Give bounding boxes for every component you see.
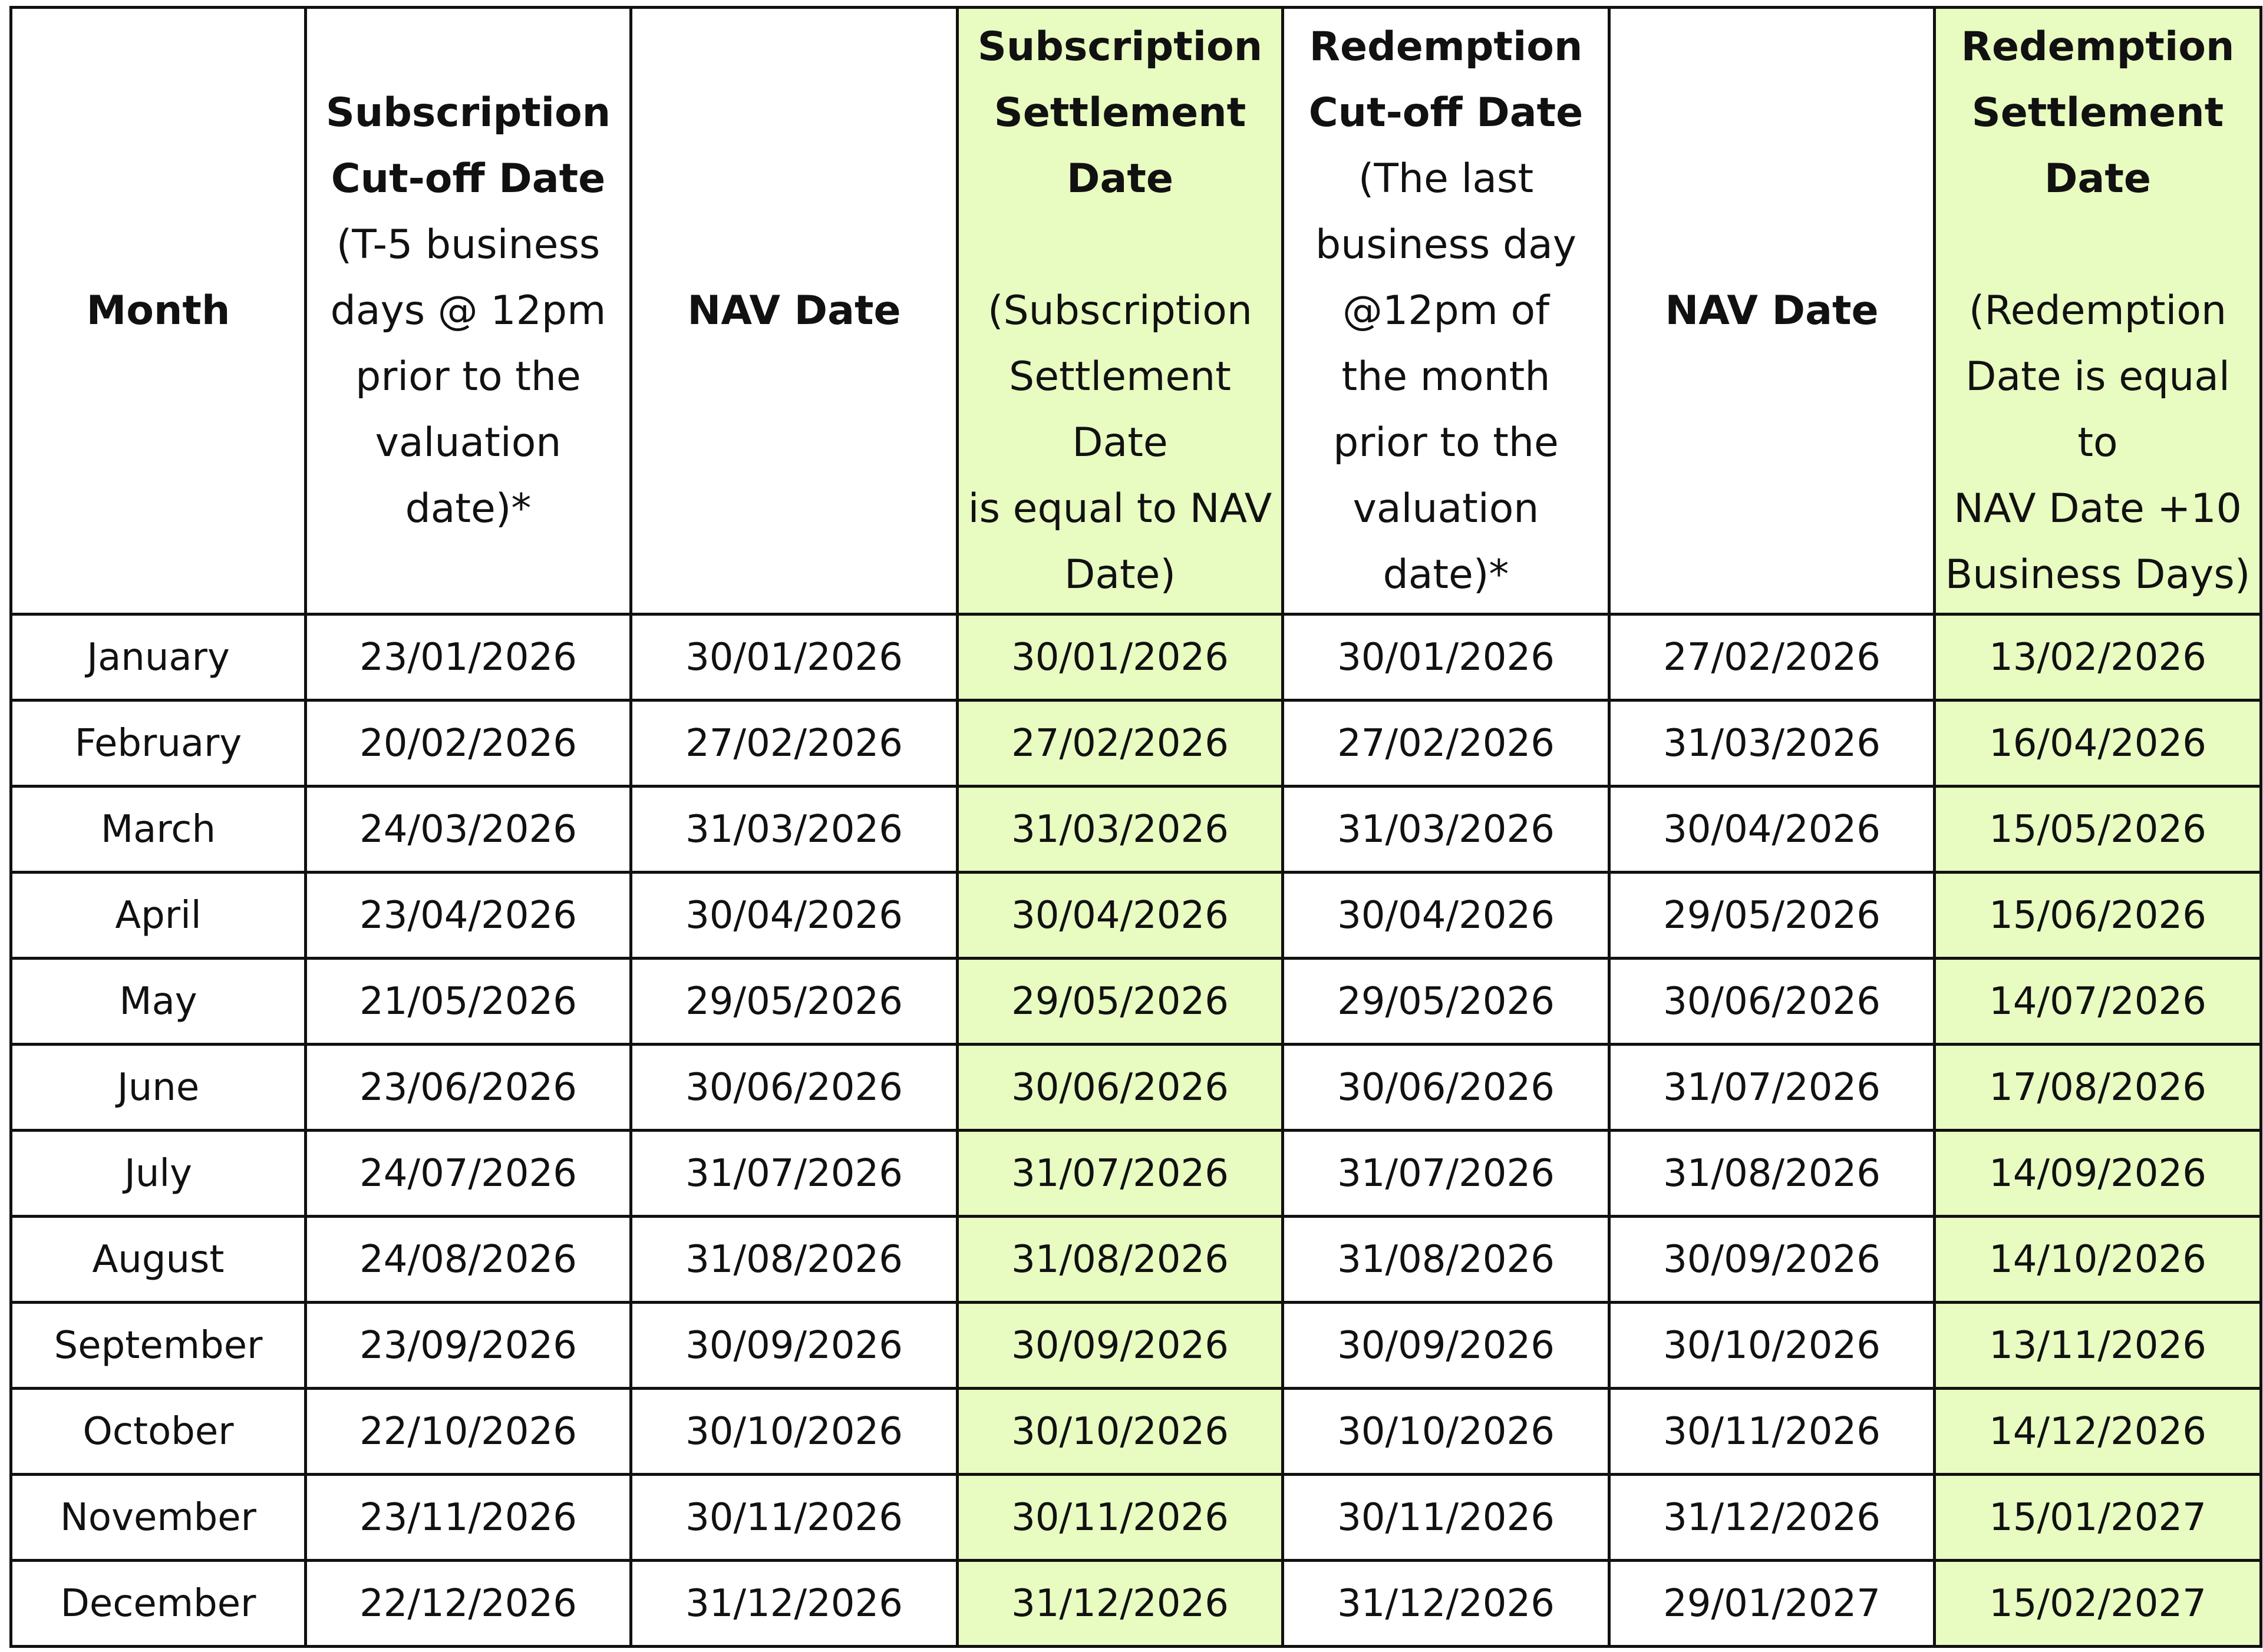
subscription-settlement-cell: 31/12/2026: [958, 1561, 1283, 1647]
redemption-settlement-cell: 15/01/2027: [1935, 1475, 2261, 1561]
redemption-settlement-cell: 14/12/2026: [1935, 1389, 2261, 1475]
subscription-cutoff-cell: 23/06/2026: [306, 1045, 631, 1131]
redemption-settlement-cell: 14/07/2026: [1935, 959, 2261, 1045]
nav-date-cell: 30/09/2026: [631, 1303, 958, 1389]
redemption-settlement-cell: 14/09/2026: [1935, 1131, 2261, 1217]
redemption-settlement-cell: 17/08/2026: [1935, 1045, 2261, 1131]
header-note-line: Settlement Date: [1009, 353, 1231, 466]
subscription-cutoff-cell: 24/03/2026: [306, 787, 631, 873]
header-subscription-cutoff: [306, 8, 631, 614]
header-line: NAV Date: [687, 287, 901, 334]
header-line: NAV Date: [1665, 287, 1879, 334]
header-line: Date: [1067, 155, 1173, 202]
header-note-line: Business Days): [1945, 551, 2251, 598]
subscription-settlement-cell: 31/03/2026: [958, 787, 1283, 873]
redemption-cutoff-cell: 31/07/2026: [1283, 1131, 1609, 1217]
redemption-settlement-cell: 14/10/2026: [1935, 1217, 2261, 1303]
redemption-cutoff-cell: 30/06/2026: [1283, 1045, 1609, 1131]
header-subscription-settlement: [958, 8, 1283, 614]
month-cell: December: [11, 1561, 306, 1647]
subscription-cutoff-cell: 23/09/2026: [306, 1303, 631, 1389]
header-note-line: Date): [1064, 551, 1176, 598]
redemption-cutoff-cell: 31/12/2026: [1283, 1561, 1609, 1647]
redemption-cutoff-cell: 29/05/2026: [1283, 959, 1609, 1045]
redemption-cutoff-cell: 31/03/2026: [1283, 787, 1609, 873]
header-month: [11, 8, 306, 614]
header-note-line: days @ 12pm: [330, 287, 606, 334]
header-nav-date-2: [1609, 8, 1935, 614]
subscription-cutoff-cell: 24/07/2026: [306, 1131, 631, 1217]
month-cell: March: [11, 787, 306, 873]
header-note-line: date)*: [1383, 551, 1509, 598]
header-spacer: [962, 212, 1278, 278]
nav-date-cell: 30/06/2026: [631, 1045, 958, 1131]
redemption-settlement-cell: 16/04/2026: [1935, 701, 2261, 787]
table-row: [11, 614, 2261, 701]
header-line: Redemption: [1961, 23, 2235, 70]
subscription-cutoff-cell: 23/04/2026: [306, 873, 631, 959]
header-line: Date: [2044, 155, 2151, 202]
table-row: [11, 1561, 2261, 1647]
header-line: Cut-off Date: [1308, 89, 1584, 136]
subscription-cutoff-cell: 24/08/2026: [306, 1217, 631, 1303]
table-body: [11, 614, 2261, 1647]
subscription-settlement-cell: 31/08/2026: [958, 1217, 1283, 1303]
table-header: [11, 8, 2261, 614]
subscription-settlement-cell: 29/05/2026: [958, 959, 1283, 1045]
header-note-line: prior to the: [1333, 419, 1559, 466]
redemption-settlement-cell: 15/05/2026: [1935, 787, 2261, 873]
header-note-line: valuation: [1352, 485, 1539, 532]
redemption-settlement-cell: 13/11/2026: [1935, 1303, 2261, 1389]
header-note-line: prior to the: [355, 353, 581, 400]
table-row: [11, 1389, 2261, 1475]
header-note-line: date)*: [405, 485, 532, 532]
table-row: [11, 873, 2261, 959]
nav-date-cell: 30/11/2026: [631, 1475, 958, 1561]
header-note-line: (Subscription: [987, 287, 1253, 334]
month-cell: September: [11, 1303, 306, 1389]
nav-date-cell: 29/05/2026: [631, 959, 958, 1045]
redemption-settlement-cell: 13/02/2026: [1935, 614, 2261, 701]
subscription-settlement-cell: 30/01/2026: [958, 614, 1283, 701]
subscription-cutoff-cell: 23/11/2026: [306, 1475, 631, 1561]
subscription-settlement-cell: 31/07/2026: [958, 1131, 1283, 1217]
header-note-line: NAV Date +10: [1954, 485, 2242, 532]
nav-date-cell: 30/09/2026: [1609, 1217, 1935, 1303]
dealing-schedule-table: [9, 6, 2262, 1648]
header-nav-date-1: [631, 8, 958, 614]
month-cell: April: [11, 873, 306, 959]
header-month-label: Month: [86, 287, 230, 334]
header-redemption-cutoff: [1283, 8, 1609, 614]
header-line: Subscription: [325, 89, 611, 136]
table-row: [11, 1303, 2261, 1389]
month-cell: January: [11, 614, 306, 701]
month-cell: May: [11, 959, 306, 1045]
redemption-cutoff-cell: 31/08/2026: [1283, 1217, 1609, 1303]
header-note-line: (The last: [1358, 155, 1534, 202]
subscription-settlement-cell: 27/02/2026: [958, 701, 1283, 787]
redemption-settlement-cell: 15/06/2026: [1935, 873, 2261, 959]
nav-date-cell: 27/02/2026: [631, 701, 958, 787]
subscription-settlement-cell: 30/06/2026: [958, 1045, 1283, 1131]
redemption-cutoff-cell: 30/04/2026: [1283, 873, 1609, 959]
header-note-line: @12pm of: [1342, 287, 1550, 334]
subscription-cutoff-cell: 22/10/2026: [306, 1389, 631, 1475]
subscription-settlement-cell: 30/11/2026: [958, 1475, 1283, 1561]
subscription-cutoff-cell: 21/05/2026: [306, 959, 631, 1045]
redemption-cutoff-cell: 30/11/2026: [1283, 1475, 1609, 1561]
nav-date-cell: 30/04/2026: [1609, 787, 1935, 873]
nav-date-cell: 29/01/2027: [1609, 1561, 1935, 1647]
header-note-line: is equal to NAV: [968, 485, 1272, 532]
header-line: Redemption: [1309, 23, 1583, 70]
subscription-settlement-cell: 30/09/2026: [958, 1303, 1283, 1389]
subscription-cutoff-cell: 22/12/2026: [306, 1561, 631, 1647]
header-note-line: (T-5 business: [336, 221, 601, 268]
nav-date-cell: 31/08/2026: [1609, 1131, 1935, 1217]
nav-date-cell: 31/12/2026: [1609, 1475, 1935, 1561]
table-row: [11, 787, 2261, 873]
header-spacer: [1939, 212, 2256, 278]
nav-date-cell: 30/10/2026: [631, 1389, 958, 1475]
header-line: Subscription: [977, 23, 1263, 70]
header-note-line: the month: [1341, 353, 1551, 400]
nav-date-cell: 31/03/2026: [1609, 701, 1935, 787]
month-cell: July: [11, 1131, 306, 1217]
header-note-line: (Redemption: [1968, 287, 2227, 334]
nav-date-cell: 27/02/2026: [1609, 614, 1935, 701]
redemption-settlement-cell: 15/02/2027: [1935, 1561, 2261, 1647]
nav-date-cell: 29/05/2026: [1609, 873, 1935, 959]
nav-date-cell: 31/07/2026: [631, 1131, 958, 1217]
header-redemption-settlement: [1935, 8, 2261, 614]
nav-date-cell: 30/06/2026: [1609, 959, 1935, 1045]
redemption-cutoff-cell: 30/09/2026: [1283, 1303, 1609, 1389]
subscription-settlement-cell: 30/04/2026: [958, 873, 1283, 959]
subscription-cutoff-cell: 20/02/2026: [306, 701, 631, 787]
table-row: [11, 1131, 2261, 1217]
redemption-cutoff-cell: 30/10/2026: [1283, 1389, 1609, 1475]
table-row: [11, 1217, 2261, 1303]
month-cell: February: [11, 701, 306, 787]
nav-date-cell: 30/01/2026: [631, 614, 958, 701]
header-note-line: business day: [1315, 221, 1577, 268]
header-note-line: Date is equal to: [1965, 353, 2230, 466]
header-line: Settlement: [1971, 89, 2224, 136]
nav-date-cell: 31/12/2026: [631, 1561, 958, 1647]
header-row: [11, 8, 2261, 614]
header-line: Settlement: [994, 89, 1246, 136]
redemption-cutoff-cell: 30/01/2026: [1283, 614, 1609, 701]
header-note-line: valuation: [375, 419, 562, 466]
nav-date-cell: 30/04/2026: [631, 873, 958, 959]
nav-date-cell: 30/10/2026: [1609, 1303, 1935, 1389]
header-line: Cut-off Date: [331, 155, 606, 202]
month-cell: October: [11, 1389, 306, 1475]
table-row: [11, 959, 2261, 1045]
table-row: [11, 701, 2261, 787]
month-cell: November: [11, 1475, 306, 1561]
redemption-cutoff-cell: 27/02/2026: [1283, 701, 1609, 787]
subscription-cutoff-cell: 23/01/2026: [306, 614, 631, 701]
nav-date-cell: 31/07/2026: [1609, 1045, 1935, 1131]
month-cell: August: [11, 1217, 306, 1303]
subscription-settlement-cell: 30/10/2026: [958, 1389, 1283, 1475]
nav-date-cell: 30/11/2026: [1609, 1389, 1935, 1475]
month-cell: June: [11, 1045, 306, 1131]
table-row: [11, 1045, 2261, 1131]
nav-date-cell: 31/03/2026: [631, 787, 958, 873]
table-row: [11, 1475, 2261, 1561]
nav-date-cell: 31/08/2026: [631, 1217, 958, 1303]
